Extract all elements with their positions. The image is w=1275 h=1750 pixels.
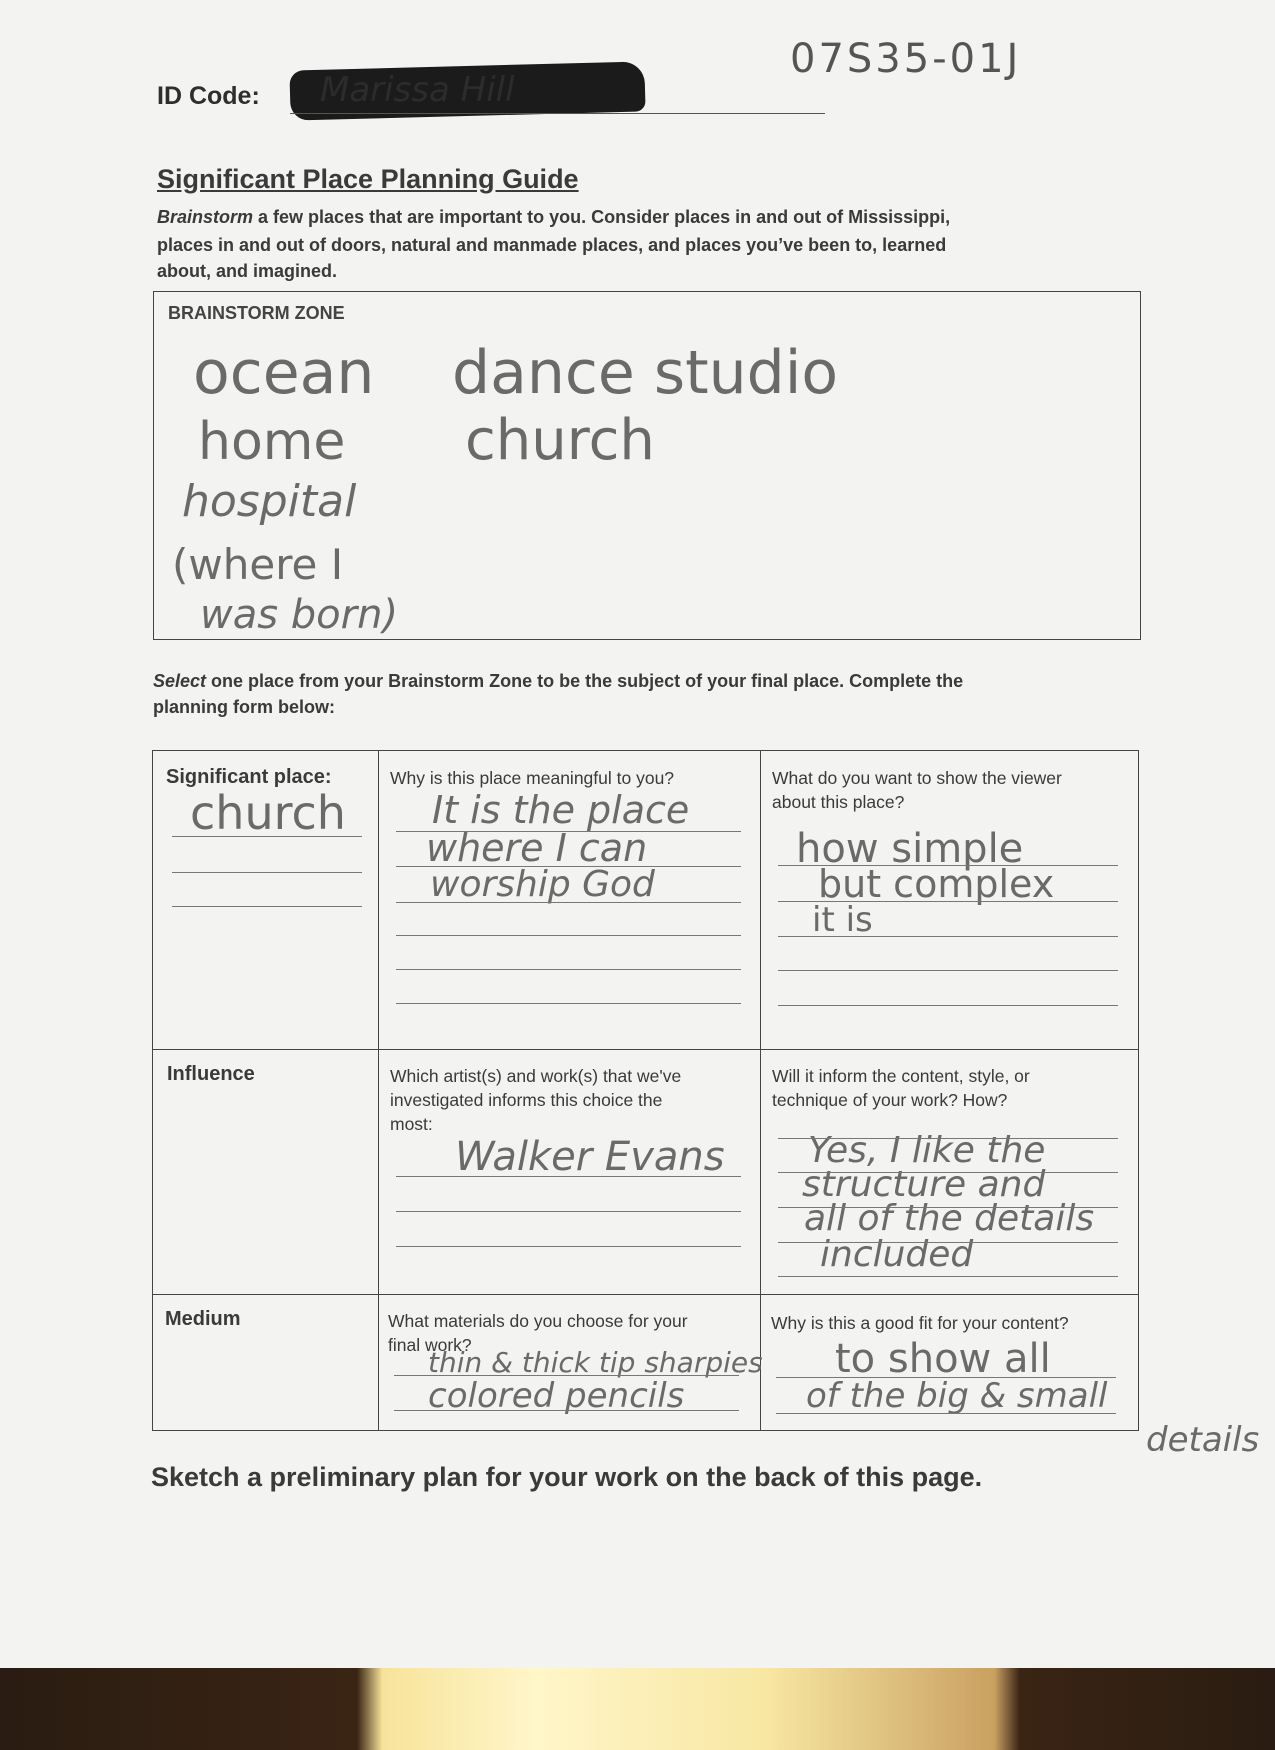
materials-line-1: [394, 1375, 739, 1376]
viewer-answer-1: how simple: [796, 826, 1024, 872]
viewer-question-line-1: What do you want to show the viewer: [772, 768, 1062, 788]
select-line-1: [153, 671, 963, 692]
viewer-line-2: [778, 901, 1118, 902]
intro-line-2: places in and out of doors, natural and manmade places, and places you’ve been to, learned: [157, 235, 947, 255]
intro-line-1-text: a few places that are important to you. Consider places in and out of Mississippi,: [253, 207, 951, 227]
meaningful-question: Why is this place meaningful to you?: [390, 768, 675, 788]
meaningful-line-6: [396, 1003, 741, 1004]
inform-answer-4: included: [820, 1234, 974, 1275]
materials-answer-2: colored pencils: [428, 1376, 685, 1416]
influence-label: Influence: [167, 1063, 255, 1085]
fit-answer-1: to show all: [835, 1336, 1051, 1382]
inform-answer-2: structure and: [802, 1164, 1046, 1205]
brainstorm-entry-hospital: hospital: [182, 476, 357, 527]
handwritten-code: 07S35-01J: [790, 36, 1022, 82]
viewer-question-line-2: about this place?: [772, 792, 905, 812]
influence-line-1: [396, 1176, 741, 1177]
inform-answer-3: all of the details: [804, 1198, 1095, 1239]
viewer-line-5: [778, 1005, 1118, 1006]
inform-question-line-2: technique of your work? How?: [772, 1090, 1008, 1110]
meaningful-answer-2: where I can: [426, 826, 648, 870]
select-line-2: planning form below:: [153, 697, 335, 717]
table-row-divider-2: [152, 1294, 1139, 1295]
influence-question-line-3: most:: [390, 1114, 433, 1134]
influence-answer: Walker Evans: [455, 1134, 725, 1180]
fit-answer-2: of the big & small: [806, 1376, 1108, 1416]
select-line-1-text: one place from your Brainstorm Zone to be the subject of your final place. Complete the: [206, 671, 964, 691]
intro-line-1: [157, 207, 950, 228]
intro-line-3: about, and imagined.: [157, 261, 338, 281]
brainstorm-entry-born: was born): [200, 592, 399, 638]
influence-question-line-1: Which artist(s) and work(s) that we've: [390, 1066, 682, 1086]
meaningful-line-2: [396, 866, 741, 867]
materials-answer-1: thin & thick tip sharpies: [428, 1346, 763, 1379]
materials-question-line-2: final work?: [388, 1335, 472, 1355]
meaningful-line-5: [396, 969, 741, 970]
intro-lead-italic: Brainstorm: [157, 207, 254, 227]
brainstorm-entry-dance-studio: dance studio: [452, 338, 839, 408]
inform-line-1: [778, 1138, 1118, 1139]
viewer-answer-2: but complex: [818, 862, 1055, 906]
viewer-line-1: [778, 865, 1118, 866]
meaningful-line-4: [396, 935, 741, 936]
viewer-answer-3: it is: [812, 900, 873, 940]
materials-question-line-1: What materials do you choose for your: [388, 1311, 688, 1331]
medium-label: Medium: [165, 1308, 241, 1330]
place-line-1: [172, 836, 362, 837]
influence-line-2: [396, 1211, 741, 1212]
scanner-background-strip: [0, 1668, 1275, 1750]
fit-line-1: [776, 1377, 1116, 1378]
inform-question-line-1: Will it inform the content, style, or: [772, 1066, 1030, 1086]
materials-line-2: [394, 1410, 739, 1411]
meaningful-answer-1: It is the place: [432, 788, 690, 832]
meaningful-answer-3: worship God: [430, 864, 655, 905]
inform-line-2: [778, 1172, 1118, 1173]
brainstorm-entry-where: (where I: [172, 540, 344, 589]
place-line-3: [172, 906, 362, 907]
table-row-divider-1: [152, 1049, 1139, 1050]
fit-line-2: [776, 1413, 1116, 1414]
table-col-divider-1: [378, 750, 379, 1431]
inform-line-5: [778, 1276, 1118, 1277]
influence-line-3: [396, 1246, 741, 1247]
meaningful-line-3: [396, 902, 741, 903]
footer-instruction: Sketch a preliminary plan for your work on the back of this page.: [151, 1462, 983, 1492]
brainstorm-entry-ocean: ocean: [193, 338, 375, 408]
significant-place-label: Significant place:: [166, 766, 332, 788]
fit-answer-3: details: [1146, 1420, 1260, 1460]
meaningful-line-1: [396, 831, 741, 832]
inform-line-3: [778, 1207, 1118, 1208]
inform-line-4: [778, 1242, 1118, 1243]
inform-answer-1: Yes, I like the: [808, 1130, 1046, 1171]
table-col-divider-2: [760, 750, 761, 1431]
brainstorm-zone-label: BRAINSTORM ZONE: [168, 303, 345, 323]
fit-question: Why is this a good fit for your content?: [771, 1313, 1069, 1333]
brainstorm-entry-church: church: [465, 408, 655, 473]
id-code-label: ID Code:: [157, 82, 260, 110]
viewer-line-3: [778, 936, 1118, 937]
influence-question-line-2: investigated informs this choice the: [390, 1090, 663, 1110]
viewer-line-4: [778, 970, 1118, 971]
id-code-underline: [290, 113, 825, 114]
redacted-name: Marissa Hill: [320, 70, 515, 110]
significant-place-answer: church: [190, 786, 346, 840]
place-line-2: [172, 872, 362, 873]
select-lead-italic: Select: [153, 671, 207, 691]
page-title: Significant Place Planning Guide: [157, 164, 579, 194]
brainstorm-entry-home: home: [198, 412, 346, 472]
